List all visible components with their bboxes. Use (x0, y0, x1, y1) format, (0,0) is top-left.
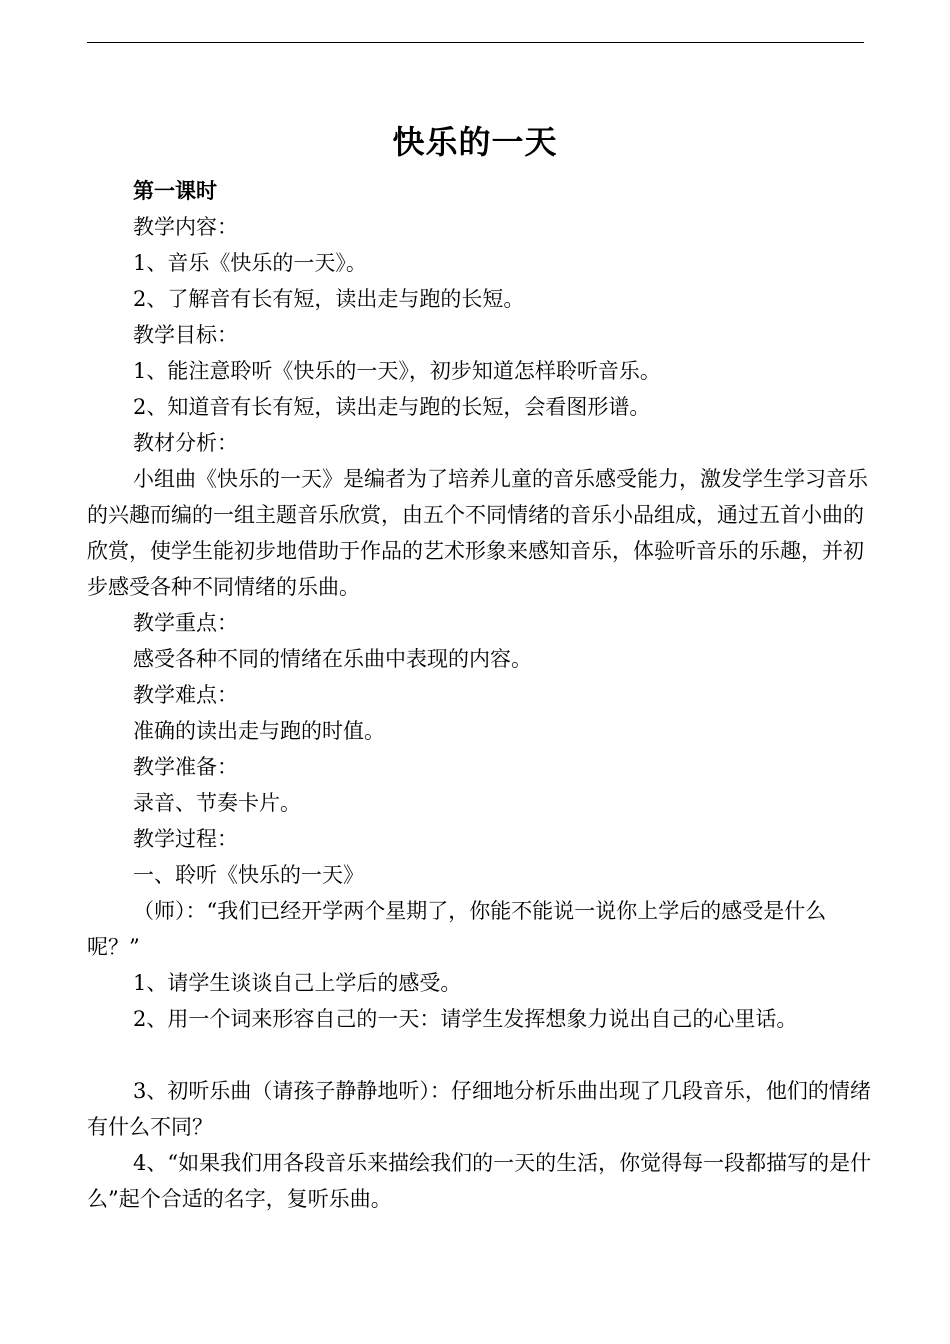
difficulties-text: 准确的读出走与跑的时值。 (133, 719, 385, 743)
content-item-2: 2、了解音有长有短，读出走与跑的长短。 (133, 287, 525, 311)
section-label-key-points: 教学重点： (133, 611, 238, 635)
process-step-heading: 一、聆听《快乐的一天》 (133, 863, 364, 887)
process-item-4: 4、“如果我们用各段音乐来描绘我们的一天的生活，你觉得每一段都描写的是什么”起个合适的名字，复听乐曲。 (87, 1151, 872, 1211)
header-rule (87, 42, 864, 43)
section-label-difficulties: 教学难点： (133, 683, 238, 707)
section-label-preparation: 教学准备： (133, 755, 238, 779)
teacher-quote: （师）：“我们已经开学两个星期了，你能不能说一说你上学后的感受是什么呢？” (87, 899, 827, 959)
process-item-1: 1、请学生谈谈自己上学后的感受。 (133, 971, 462, 995)
key-points-text: 感受各种不同的情绪在乐曲中表现的内容。 (133, 647, 532, 671)
section-label-process: 教学过程： (133, 827, 238, 851)
goal-item-1: 1、能注意聆听《快乐的一天》，初步知道怎样聆听音乐。 (133, 359, 661, 383)
document-title: 快乐的一天 (392, 123, 558, 161)
process-item-3: 3、初听乐曲（请孩子静静地听）：仔细地分析乐曲出现了几段音乐，他们的情绪有什么不同？ (87, 1079, 871, 1139)
process-item-2: 2、用一个词来形容自己的一天：请学生发挥想象力说出自己的心里话。 (133, 1007, 798, 1031)
goal-item-2: 2、知道音有长有短，读出走与跑的长短，会看图形谱。 (133, 395, 651, 419)
section-label-content: 教学内容： (133, 215, 238, 239)
lesson-heading: 第一课时 (133, 179, 217, 203)
blank-line (87, 1037, 877, 1073)
section-label-analysis: 教材分析： (133, 431, 238, 455)
content-item-1: 1、音乐《快乐的一天》。 (133, 251, 367, 275)
document-body (87, 173, 877, 1217)
preparation-text: 录音、节奏卡片。 (133, 791, 301, 815)
analysis-paragraph: 小组曲《快乐的一天》是编者为了培养儿童的音乐感受能力，激发学生学习音乐的兴趣而编的一组主题音乐欣赏，由五个不同情绪的音乐小品组成，通过五首小曲的欣赏，使学生能初步地借助于作品的艺术形象来感知音乐，体验听音乐的乐趣，并初步感受各种不同情绪的乐曲。 (87, 467, 868, 599)
section-label-goals: 教学目标： (133, 323, 238, 347)
